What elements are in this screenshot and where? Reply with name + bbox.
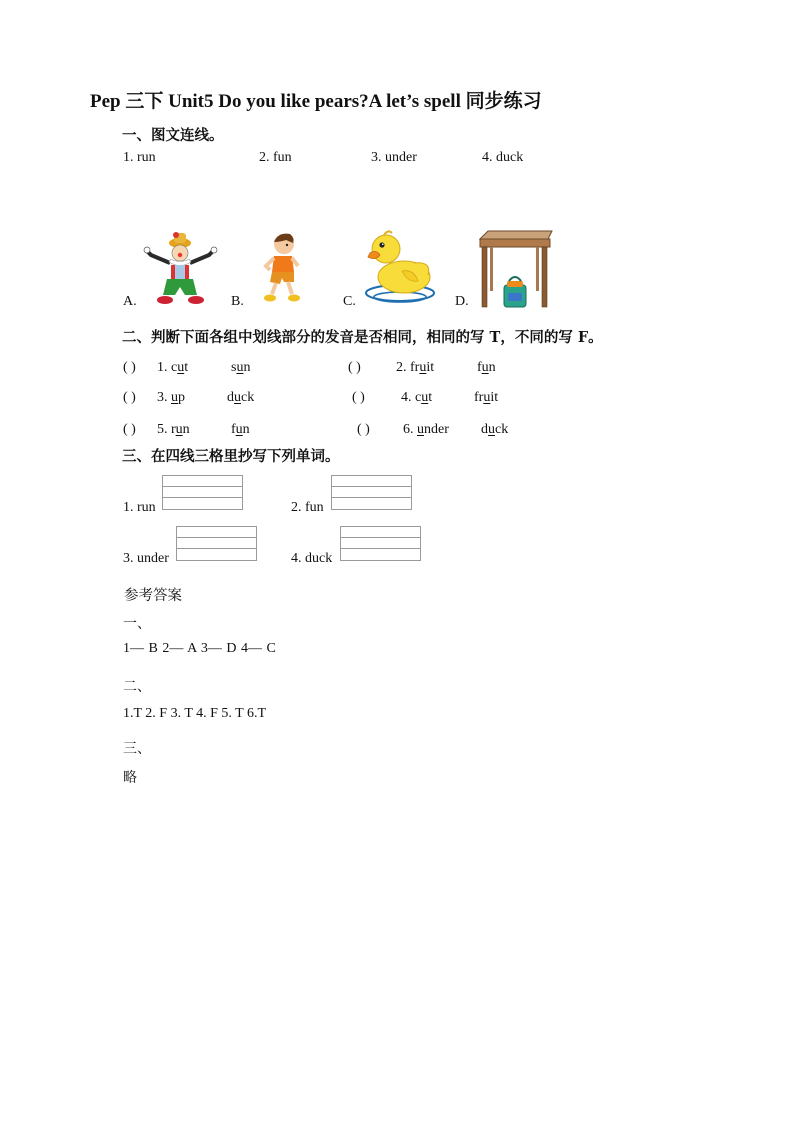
four-line-grid[interactable] <box>162 475 243 510</box>
underlined-letter: u <box>421 390 429 405</box>
answer-s1-text: 1— B 2— A 3— D 4— C <box>123 641 276 656</box>
section3-heading: 三、在四线三格里抄写下列单词。 <box>122 448 340 465</box>
item-number: 6. <box>403 422 414 437</box>
word-2: duck <box>227 390 255 405</box>
judge-item <box>123 390 136 406</box>
four-line-grid[interactable] <box>340 526 421 561</box>
four-line-grid[interactable] <box>331 475 412 510</box>
underlined-letter: u <box>175 422 183 437</box>
copy-word-run: 1. run <box>123 500 156 515</box>
answer-paren[interactable]: ( ) <box>123 360 136 375</box>
answer-paren[interactable]: ( ) <box>357 422 370 437</box>
copy-word-duck: 4. duck <box>291 551 333 566</box>
running-boy-picture <box>258 230 302 308</box>
underlined-letter: u <box>171 390 178 405</box>
answer-paren[interactable]: ( ) <box>352 390 365 405</box>
answer-s3-text: 略 <box>123 771 137 786</box>
judge-item <box>348 360 361 376</box>
item-number: 1. <box>157 360 168 375</box>
answer-s2-text: 1.T 2. F 3. T 4. F 5. T 6.T <box>123 706 267 721</box>
item-number: 4. <box>401 390 412 405</box>
word-2: sun <box>231 360 251 375</box>
underlined-letter: u <box>235 422 243 437</box>
answer-paren[interactable]: ( ) <box>123 390 136 405</box>
page-title: Pep 三下 Unit5 Do you like pears?A let’s spell 同步练习 <box>90 91 542 112</box>
answer-s2-label: 二、 <box>123 680 151 695</box>
item-number: 2. <box>396 360 407 375</box>
section1-heading: 一、图文连线。 <box>122 127 224 144</box>
item-number-wrap <box>401 390 412 406</box>
judge-item <box>352 390 365 406</box>
underlined-letter: u <box>177 360 185 375</box>
word-1: up <box>171 390 185 405</box>
judge-item <box>357 422 370 438</box>
judge-item <box>123 422 136 438</box>
section2-heading: 二、判断下面各组中划线部分的发音是否相同，相同的写 T，不同的写 F。 <box>122 329 603 346</box>
underlined-letter: u <box>236 360 244 375</box>
item-number-wrap <box>396 360 407 376</box>
answer-paren[interactable]: ( ) <box>348 360 361 375</box>
pic-label-a: A. <box>123 294 137 309</box>
answer-s1-label: 一、 <box>123 617 151 632</box>
underlined-letter: u <box>483 390 491 405</box>
item-number-wrap <box>157 390 168 406</box>
judge-item <box>123 360 136 376</box>
word-2: fun <box>231 422 250 437</box>
item-number-wrap <box>157 422 168 438</box>
underlined-letter: u <box>419 360 427 375</box>
word-1: run <box>171 422 190 437</box>
item-number: 3. <box>157 390 168 405</box>
desk-with-bag-picture <box>476 229 554 309</box>
copy-word-fun: 2. fun <box>291 500 324 515</box>
section1-word-4: 4. duck <box>482 150 524 165</box>
underlined-letter: u <box>234 390 241 405</box>
answers-heading: 参考答案 <box>124 588 182 604</box>
word-2: duck <box>481 422 509 437</box>
word-2: fun <box>477 360 496 375</box>
answer-paren[interactable]: ( ) <box>123 422 136 437</box>
word-2: fruit <box>474 390 499 405</box>
copy-word-under: 3. under <box>123 551 169 566</box>
duck-picture <box>362 227 436 305</box>
pic-label-c: C. <box>343 294 356 309</box>
word-1: cut <box>415 390 433 405</box>
word-1: under <box>417 422 449 437</box>
item-number-wrap <box>157 360 168 376</box>
clown-picture <box>143 229 219 307</box>
item-number: 5. <box>157 422 168 437</box>
pic-label-d: D. <box>455 294 469 309</box>
section1-word-1: 1. run <box>123 150 156 165</box>
word-1: cut <box>171 360 189 375</box>
underlined-letter: u <box>488 422 495 437</box>
pic-label-b: B. <box>231 294 244 309</box>
word-1: fruit <box>410 360 435 375</box>
section1-word-2: 2. fun <box>259 150 292 165</box>
underlined-letter: u <box>417 422 424 437</box>
item-number-wrap <box>403 422 414 438</box>
four-line-grid[interactable] <box>176 526 257 561</box>
answer-s3-label: 三、 <box>123 742 151 757</box>
section1-word-3: 3. under <box>371 150 417 165</box>
underlined-letter: u <box>481 360 489 375</box>
